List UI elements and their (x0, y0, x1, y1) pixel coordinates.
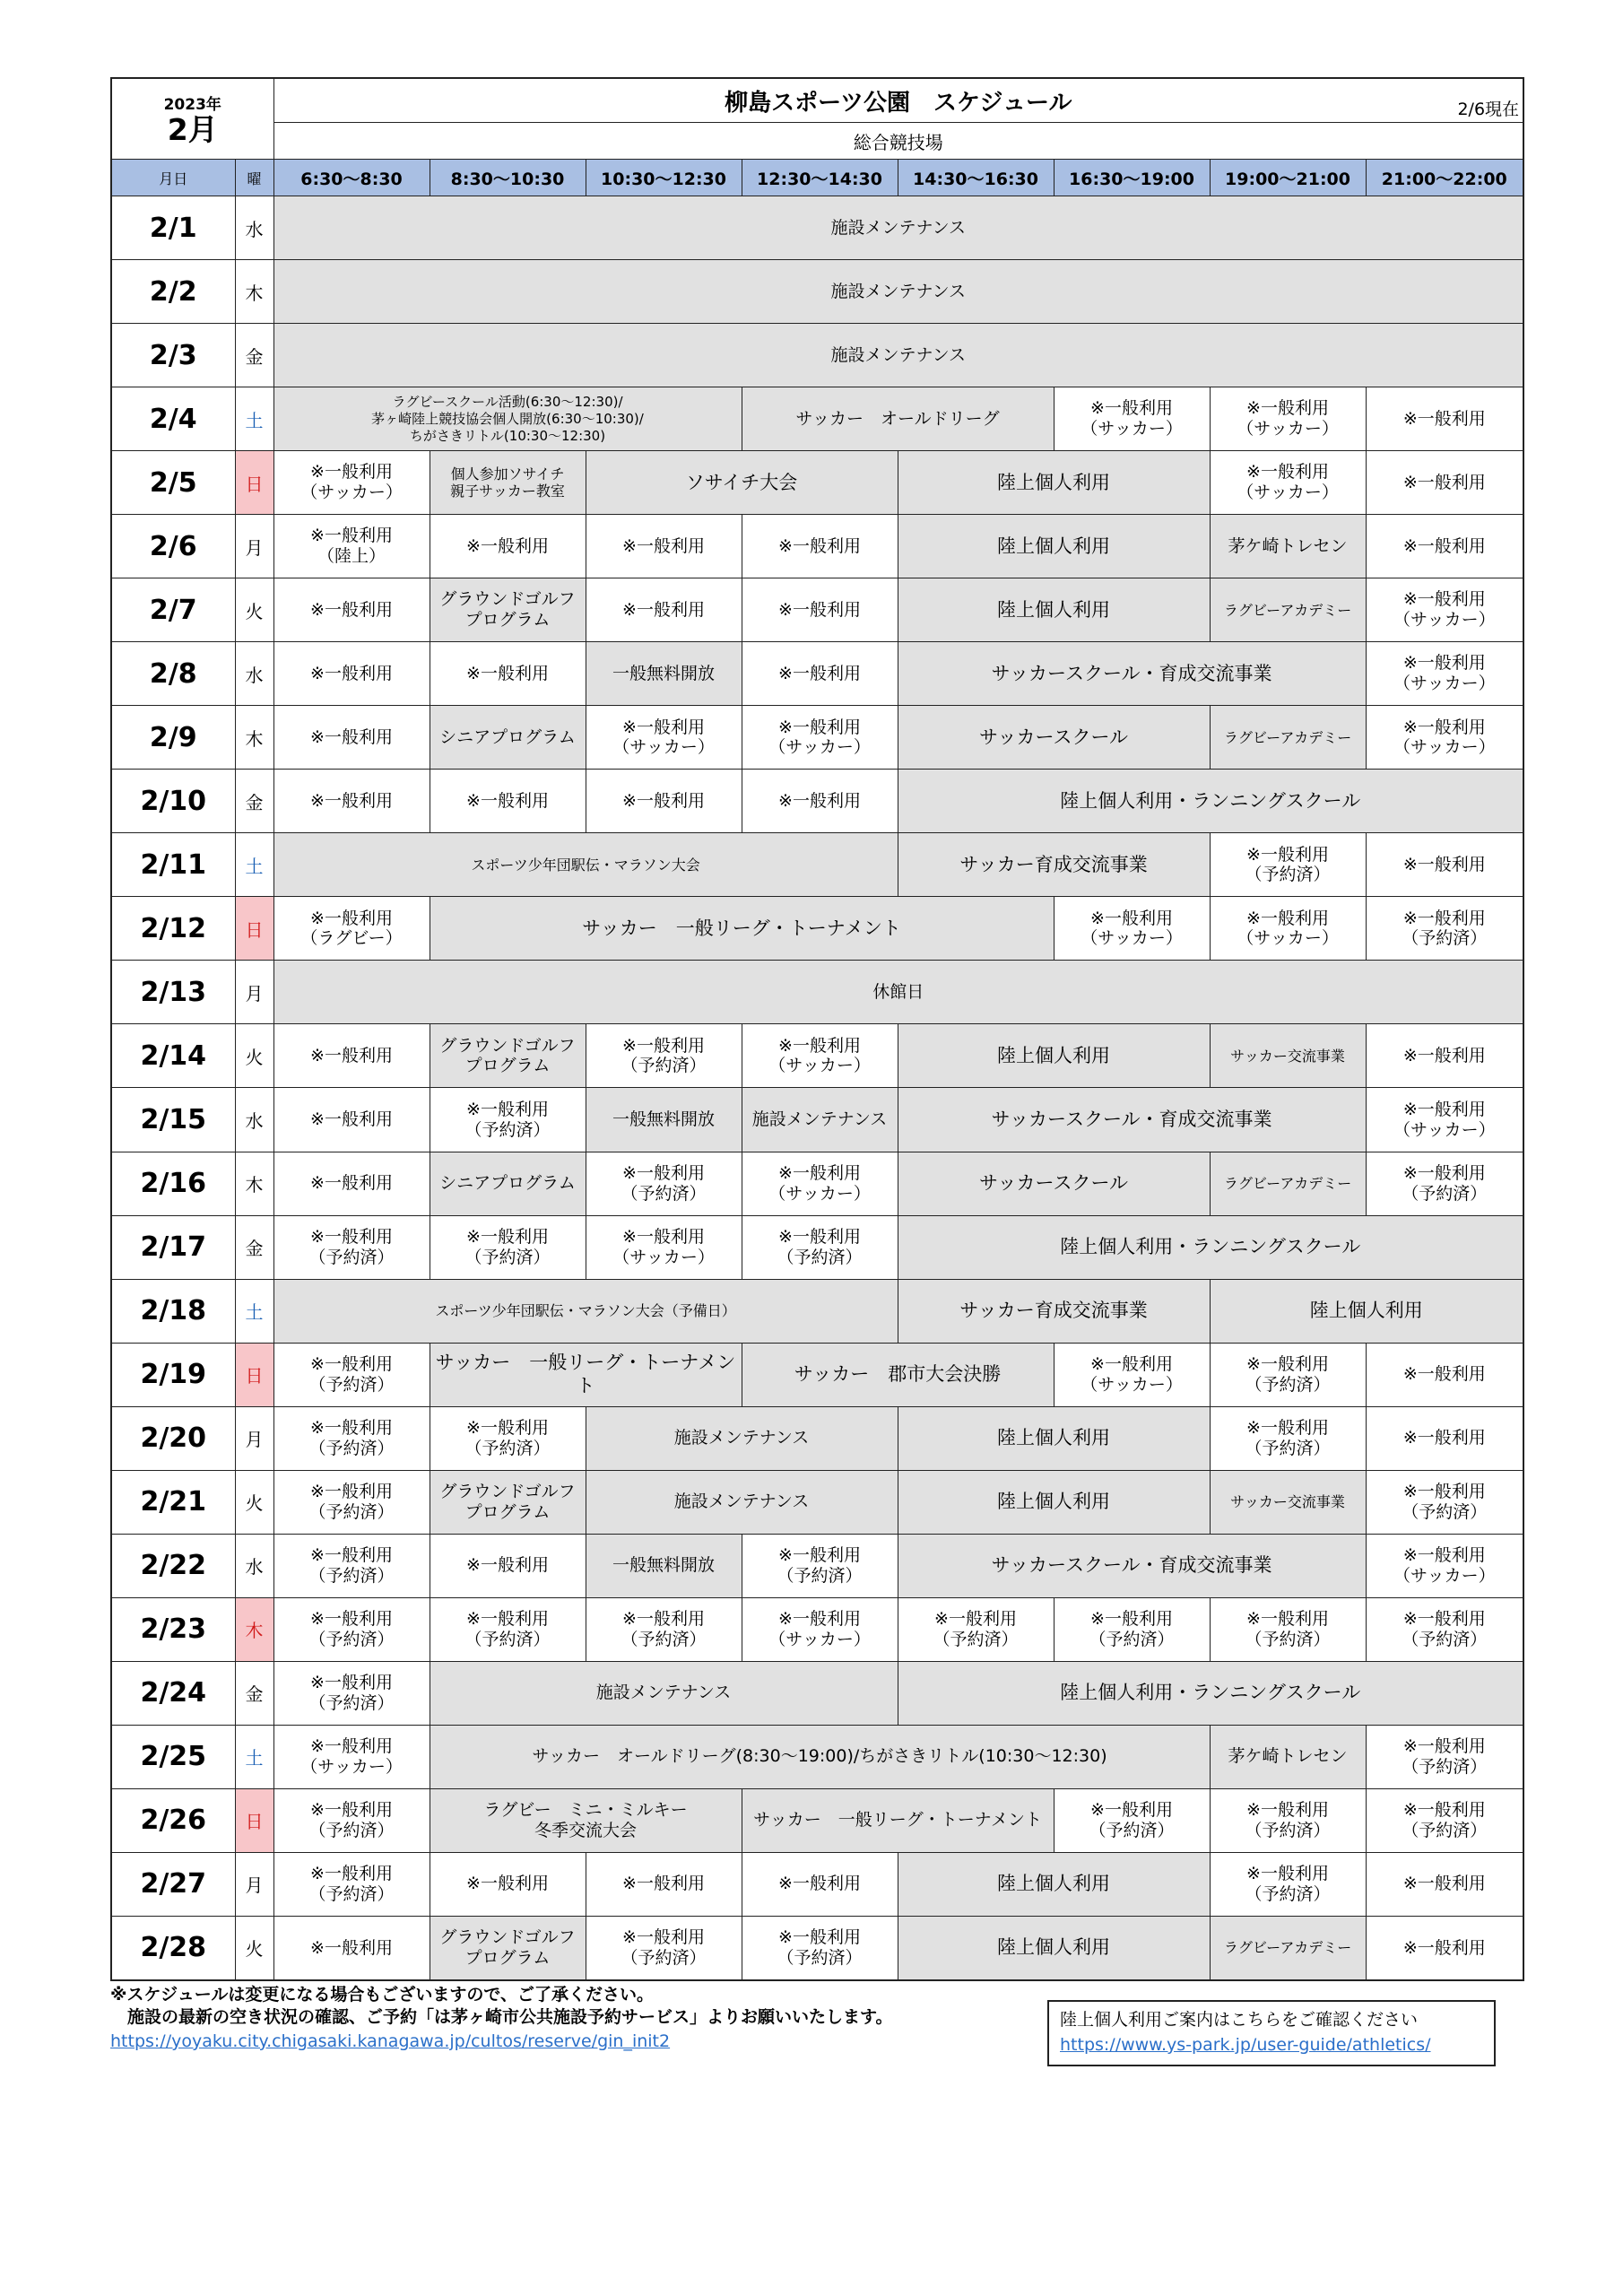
schedule-cell: ※一般利用 （サッカー） (1054, 387, 1210, 451)
header-slot: 6:30～8:30 (273, 160, 430, 196)
schedule-cell: ※一般利用 （サッカー） (1366, 1088, 1523, 1152)
schedule-cell: 陸上個人利用 (898, 1470, 1210, 1534)
header-slot: 16:30～19:00 (1054, 160, 1210, 196)
weekday-cell: 木 (235, 706, 273, 770)
weekday-cell: 日 (235, 1343, 273, 1406)
schedule-cell: ※一般利用 （サッカー） (1366, 706, 1523, 770)
schedule-cell: ※一般利用 (742, 770, 898, 833)
schedule-row (111, 387, 1523, 451)
schedule-cell: ※一般利用 (273, 1916, 430, 1980)
schedule-cell: ※一般利用 （予約済） (273, 1597, 430, 1661)
date-cell: 2/16 (111, 1152, 235, 1215)
schedule-cell: 施設メンテナンス (586, 1406, 898, 1470)
schedule-cell: ※一般利用 （予約済） (586, 1597, 742, 1661)
schedule-cell: ※一般利用 (273, 1024, 430, 1088)
schedule-cell: ※一般利用 （予約済） (430, 1215, 586, 1279)
schedule-cell: サッカー 一般リーグ・トーナメント (742, 1788, 1054, 1852)
schedule-cell: 陸上個人利用 (898, 1406, 1210, 1470)
schedule-row (111, 1852, 1523, 1916)
venue-name: 総合競技場 (273, 123, 1523, 160)
weekday-cell: 火 (235, 1916, 273, 1980)
schedule-cell: ※一般利用 （予約済） (273, 1788, 430, 1852)
schedule-cell: 陸上個人利用 (898, 1024, 1210, 1088)
schedule-cell: ※一般利用 （サッカー） (1366, 1534, 1523, 1597)
schedule-cell: ※一般利用 （予約済） (898, 1597, 1054, 1661)
schedule-cell: ※一般利用 （予約済） (1210, 1343, 1366, 1406)
schedule-cell: ※一般利用 （予約済） (1210, 1852, 1366, 1916)
schedule-cell: サッカー 一般リーグ・トーナメント (430, 1343, 742, 1406)
schedule-row (111, 642, 1523, 706)
date-cell: 2/4 (111, 387, 235, 451)
schedule-cell: ※一般利用 （サッカー） (1366, 642, 1523, 706)
date-cell: 2/26 (111, 1788, 235, 1852)
date-cell: 2/25 (111, 1725, 235, 1788)
schedule-cell: サッカースクール・育成交流事業 (898, 1088, 1366, 1152)
schedule-cell: ※一般利用 （サッカー） (742, 1024, 898, 1088)
column-header-row (111, 160, 1523, 196)
weekday-cell: 火 (235, 1470, 273, 1534)
weekday-cell: 日 (235, 1788, 273, 1852)
date-cell: 2/28 (111, 1916, 235, 1980)
schedule-cell: ※一般利用 （予約済） (586, 1916, 742, 1980)
schedule-cell: ※一般利用 (1366, 387, 1523, 451)
schedule-cell: シニアプログラム (430, 1152, 586, 1215)
schedule-cell: ラグビーアカデミー (1210, 578, 1366, 642)
schedule-cell: ※一般利用 (1366, 833, 1523, 897)
schedule-cell: サッカー交流事業 (1210, 1024, 1366, 1088)
schedule-cell: 陸上個人利用 (898, 515, 1210, 578)
schedule-cell: ※一般利用 （サッカー） (586, 706, 742, 770)
date-cell: 2/8 (111, 642, 235, 706)
schedule-cell: 施設メンテナンス (273, 260, 1523, 324)
header-slot: 19:00～21:00 (1210, 160, 1366, 196)
schedule-cell: ※一般利用 (273, 1088, 430, 1152)
schedule-cell: ※一般利用 （予約済） (1210, 1788, 1366, 1852)
schedule-cell: ※一般利用 （サッカー） (742, 706, 898, 770)
schedule-cell: ※一般利用 (273, 578, 430, 642)
date-cell: 2/13 (111, 961, 235, 1024)
schedule-cell: ラグビースクール活動(6:30～12:30)/ 茅ヶ崎陸上競技協会個人開放(6:30～10:30)/ ちがさきリトル(10:30～12:30) (273, 387, 742, 451)
weekday-cell: 火 (235, 1024, 273, 1088)
schedule-cell: ※一般利用 (1366, 1852, 1523, 1916)
schedule-cell: ※一般利用 （サッカー） (1210, 387, 1366, 451)
schedule-cell: ※一般利用 （予約済） (273, 1215, 430, 1279)
schedule-cell: グラウンドゴルフ プログラム (430, 1470, 586, 1534)
schedule-cell: ※一般利用 (742, 515, 898, 578)
schedule-cell: ラグビーアカデミー (1210, 1152, 1366, 1215)
schedule-cell: ※一般利用 (273, 770, 430, 833)
schedule-row (111, 897, 1523, 961)
schedule-row (111, 1597, 1523, 1661)
schedule-cell: 陸上個人利用 (1210, 1279, 1523, 1343)
schedule-cell: ※一般利用 （予約済） (1366, 897, 1523, 961)
schedule-cell: ※一般利用 （サッカー） (1054, 1343, 1210, 1406)
schedule-cell: ※一般利用 （予約済） (273, 1470, 430, 1534)
schedule-row (111, 578, 1523, 642)
schedule-cell: ※一般利用 （予約済） (273, 1534, 430, 1597)
weekday-cell: 金 (235, 324, 273, 387)
schedule-cell: ※一般利用 (742, 578, 898, 642)
weekday-cell: 木 (235, 1597, 273, 1661)
schedule-cell: ※一般利用 （予約済） (586, 1024, 742, 1088)
reservation-link[interactable]: https://yoyaku.city.chigasaki.kanagawa.jp/cultos/reserve/gin_init2 (110, 2031, 671, 2051)
schedule-cell: ラグビー ミニ・ミルキー 冬季交流大会 (430, 1788, 742, 1852)
schedule-cell: 茅ケ崎トレセン (1210, 1725, 1366, 1788)
schedule-cell: ※一般利用 （サッカー） (586, 1215, 742, 1279)
schedule-cell: ※一般利用 （予約済） (742, 1215, 898, 1279)
schedule-row (111, 1343, 1523, 1406)
schedule-cell: ※一般利用 （予約済） (430, 1088, 586, 1152)
schedule-cell: スポーツ少年団駅伝・マラソン大会（予備日） (273, 1279, 898, 1343)
weekday-cell: 月 (235, 515, 273, 578)
schedule-cell: ※一般利用 （サッカー） (742, 1152, 898, 1215)
schedule-cell: ※一般利用 （予約済） (1210, 833, 1366, 897)
schedule-cell: ※一般利用 （サッカー） (273, 1725, 430, 1788)
date-cell: 2/12 (111, 897, 235, 961)
schedule-cell: ※一般利用 (430, 1852, 586, 1916)
schedule-cell: ※一般利用 （サッカー） (1210, 897, 1366, 961)
schedule-cell: シニアプログラム (430, 706, 586, 770)
schedule-row (111, 515, 1523, 578)
date-cell: 2/19 (111, 1343, 235, 1406)
header-slot: 14:30～16:30 (898, 160, 1054, 196)
schedule-row (111, 1534, 1523, 1597)
header-slot: 12:30～14:30 (742, 160, 898, 196)
schedule-cell: 個人参加ソサイチ 親子サッカー教室 (430, 451, 586, 515)
weekday-cell: 月 (235, 1852, 273, 1916)
schedule-cell: ※一般利用 （予約済） (1054, 1788, 1210, 1852)
schedule-cell: ※一般利用 (1366, 1024, 1523, 1088)
schedule-cell: ※一般利用 （予約済） (742, 1534, 898, 1597)
athletics-info-text: 陸上個人利用ご案内はこちらをご確認ください (1060, 2010, 1419, 2030)
schedule-cell: 施設メンテナンス (273, 324, 1523, 387)
schedule-cell: グラウンドゴルフ プログラム (430, 1024, 586, 1088)
schedule-cell: ※一般利用 (430, 1534, 586, 1597)
weekday-cell: 水 (235, 1534, 273, 1597)
schedule-cell: ※一般利用 （予約済） (273, 1661, 430, 1725)
schedule-cell: ※一般利用 （予約済） (1210, 1597, 1366, 1661)
header-slot: 8:30～10:30 (430, 160, 586, 196)
schedule-cell: 一般無料開放 (586, 1088, 742, 1152)
schedule-cell: サッカースクール・育成交流事業 (898, 642, 1366, 706)
schedule-cell: ※一般利用 （サッカー） (742, 1597, 898, 1661)
schedule-cell: ※一般利用 (430, 515, 586, 578)
schedule-cell: ※一般利用 (430, 642, 586, 706)
schedule-row (111, 1152, 1523, 1215)
schedule-cell: サッカー育成交流事業 (898, 833, 1210, 897)
weekday-cell: 月 (235, 961, 273, 1024)
schedule-cell: ※一般利用 （予約済） (273, 1406, 430, 1470)
schedule-cell: ※一般利用 （サッカー） (1366, 578, 1523, 642)
schedule-row (111, 1725, 1523, 1788)
date-cell: 2/10 (111, 770, 235, 833)
schedule-cell: ※一般利用 （サッカー） (1054, 897, 1210, 961)
schedule-cell: 陸上個人利用 (898, 578, 1210, 642)
schedule-row (111, 196, 1523, 260)
date-cell: 2/17 (111, 1215, 235, 1279)
schedule-row (111, 1279, 1523, 1343)
schedule-row (111, 1406, 1523, 1470)
weekday-cell: 水 (235, 1088, 273, 1152)
schedule-cell: スポーツ少年団駅伝・マラソン大会 (273, 833, 898, 897)
schedule-cell: ※一般利用 （予約済） (1366, 1788, 1523, 1852)
schedule-table (110, 77, 1524, 1981)
month-label: 2月 (167, 111, 218, 147)
as-of-date: 2/6現在 (1457, 100, 1520, 120)
schedule-row (111, 706, 1523, 770)
date-cell: 2/2 (111, 260, 235, 324)
year-month-cell (111, 78, 273, 160)
weekday-cell: 土 (235, 1279, 273, 1343)
schedule-cell: ※一般利用 （サッカー） (1210, 451, 1366, 515)
schedule-cell: サッカースクール・育成交流事業 (898, 1534, 1366, 1597)
schedule-cell: ※一般利用 （予約済） (742, 1916, 898, 1980)
date-cell: 2/14 (111, 1024, 235, 1088)
athletics-info-box (1047, 2000, 1496, 2066)
schedule-cell: サッカースクール (898, 1152, 1210, 1215)
footer-notes (110, 1984, 1007, 2054)
schedule-row (111, 833, 1523, 897)
page-title-cell (273, 78, 1523, 123)
date-cell: 2/27 (111, 1852, 235, 1916)
date-cell: 2/5 (111, 451, 235, 515)
schedule-cell: ※一般利用 (1366, 1406, 1523, 1470)
schedule-cell: ※一般利用 (273, 1152, 430, 1215)
date-cell: 2/1 (111, 196, 235, 260)
schedule-cell: ※一般利用 (586, 515, 742, 578)
schedule-cell: サッカー 一般リーグ・トーナメント (430, 897, 1054, 961)
schedule-cell: ※一般利用 （陸上） (273, 515, 430, 578)
date-cell: 2/21 (111, 1470, 235, 1534)
weekday-cell: 日 (235, 897, 273, 961)
schedule-cell: 施設メンテナンス (586, 1470, 898, 1534)
schedule-cell: ※一般利用 （予約済） (1366, 1597, 1523, 1661)
schedule-row (111, 1788, 1523, 1852)
schedule-cell: 陸上個人利用・ランニングスクール (898, 1215, 1523, 1279)
schedule-cell: ※一般利用 (742, 1852, 898, 1916)
schedule-row (111, 451, 1523, 515)
date-cell: 2/11 (111, 833, 235, 897)
weekday-cell: 金 (235, 1215, 273, 1279)
schedule-cell: 陸上個人利用・ランニングスクール (898, 1661, 1523, 1725)
weekday-cell: 火 (235, 578, 273, 642)
weekday-cell: 水 (235, 196, 273, 260)
weekday-cell: 木 (235, 260, 273, 324)
schedule-cell: ※一般利用 （予約済） (1054, 1597, 1210, 1661)
schedule-cell: ※一般利用 （予約済） (1366, 1152, 1523, 1215)
schedule-cell: 陸上個人利用 (898, 451, 1210, 515)
year-label: 2023年 (163, 95, 221, 114)
schedule-row (111, 1215, 1523, 1279)
schedule-cell: サッカー交流事業 (1210, 1470, 1366, 1534)
schedule-cell: ※一般利用 （予約済） (430, 1597, 586, 1661)
schedule-cell: ※一般利用 （予約済） (586, 1152, 742, 1215)
date-cell: 2/9 (111, 706, 235, 770)
schedule-cell: ※一般利用 （予約済） (430, 1406, 586, 1470)
weekday-cell: 土 (235, 1725, 273, 1788)
schedule-cell: 休館日 (273, 961, 1523, 1024)
schedule-cell: ※一般利用 (1366, 1343, 1523, 1406)
schedule-row (111, 1661, 1523, 1725)
schedule-cell: ※一般利用 （予約済） (1366, 1470, 1523, 1534)
weekday-cell: 金 (235, 770, 273, 833)
schedule-cell: グラウンドゴルフ プログラム (430, 1916, 586, 1980)
date-cell: 2/23 (111, 1597, 235, 1661)
weekday-cell: 日 (235, 451, 273, 515)
schedule-cell: サッカー オールドリーグ(8:30～19:00)/ちがさきリトル(10:30～12:30) (430, 1725, 1210, 1788)
schedule-cell: ※一般利用 （予約済） (273, 1852, 430, 1916)
schedule-cell: サッカー 郡市大会決勝 (742, 1343, 1054, 1406)
schedule-cell: 施設メンテナンス (430, 1661, 898, 1725)
page-title: 柳島スポーツ公園 スケジュール (725, 89, 1072, 117)
schedule-cell: 一般無料開放 (586, 1534, 742, 1597)
schedule-cell: ※一般利用 (430, 770, 586, 833)
weekday-cell: 水 (235, 642, 273, 706)
schedule-row (111, 961, 1523, 1024)
schedule-cell: ラグビーアカデミー (1210, 1916, 1366, 1980)
schedule-cell: ラグビーアカデミー (1210, 706, 1366, 770)
schedule-cell: 陸上個人利用 (898, 1916, 1210, 1980)
header-date: 月日 (111, 160, 235, 196)
schedule-row (111, 324, 1523, 387)
schedule-cell: ※一般利用 (273, 642, 430, 706)
schedule-cell: サッカー育成交流事業 (898, 1279, 1210, 1343)
schedule-cell: ※一般利用 (1366, 1916, 1523, 1980)
schedule-cell: サッカースクール (898, 706, 1210, 770)
schedule-row (111, 260, 1523, 324)
date-cell: 2/18 (111, 1279, 235, 1343)
schedule-row (111, 1088, 1523, 1152)
schedule-cell: 一般無料開放 (586, 642, 742, 706)
date-cell: 2/20 (111, 1406, 235, 1470)
schedule-cell: ※一般利用 (1366, 515, 1523, 578)
schedule-cell: グラウンドゴルフ プログラム (430, 578, 586, 642)
schedule-cell: 施設メンテナンス (273, 196, 1523, 260)
schedule-cell: ※一般利用 （サッカー） (273, 451, 430, 515)
header-dow: 曜 (235, 160, 273, 196)
schedule-cell: 施設メンテナンス (742, 1088, 898, 1152)
athletics-link[interactable]: https://www.ys-park.jp/user-guide/athletics/ (1060, 2035, 1431, 2055)
schedule-row (111, 1470, 1523, 1534)
weekday-cell: 土 (235, 387, 273, 451)
weekday-cell: 金 (235, 1661, 273, 1725)
schedule-cell: ※一般利用 (273, 706, 430, 770)
schedule-cell: サッカー オールドリーグ (742, 387, 1054, 451)
schedule-cell: 陸上個人利用・ランニングスクール (898, 770, 1523, 833)
date-cell: 2/7 (111, 578, 235, 642)
change-notice: ※スケジュールは変更になる場合もございますので、ご了承ください。 (110, 1985, 654, 2005)
schedule-cell: 陸上個人利用 (898, 1852, 1210, 1916)
schedule-cell: ※一般利用 (742, 642, 898, 706)
schedule-row (111, 770, 1523, 833)
header-slot: 10:30～12:30 (586, 160, 742, 196)
date-cell: 2/3 (111, 324, 235, 387)
schedule-cell: ※一般利用 (586, 770, 742, 833)
schedule-cell: ※一般利用 （予約済） (1210, 1406, 1366, 1470)
date-cell: 2/6 (111, 515, 235, 578)
weekday-cell: 木 (235, 1152, 273, 1215)
reservation-notice: 施設の最新の空き状況の確認、ご予約「は茅ヶ崎市公共施設予約サービス」よりお願いいたします。 (110, 2007, 893, 2027)
schedule-cell: ※一般利用 （予約済） (1366, 1725, 1523, 1788)
schedule-cell: ※一般利用 (586, 578, 742, 642)
schedule-cell: ※一般利用 (1366, 451, 1523, 515)
date-cell: 2/15 (111, 1088, 235, 1152)
schedule-cell: ソサイチ大会 (586, 451, 898, 515)
schedule-cell: ※一般利用 （予約済） (273, 1343, 430, 1406)
header-slot: 21:00～22:00 (1366, 160, 1523, 196)
date-cell: 2/24 (111, 1661, 235, 1725)
schedule-cell: ※一般利用 (586, 1852, 742, 1916)
weekday-cell: 月 (235, 1406, 273, 1470)
schedule-row (111, 1916, 1523, 1980)
weekday-cell: 土 (235, 833, 273, 897)
schedule-row (111, 1024, 1523, 1088)
schedule-cell: 茅ケ崎トレセン (1210, 515, 1366, 578)
schedule-cell: ※一般利用 （ラグビー） (273, 897, 430, 961)
date-cell: 2/22 (111, 1534, 235, 1597)
